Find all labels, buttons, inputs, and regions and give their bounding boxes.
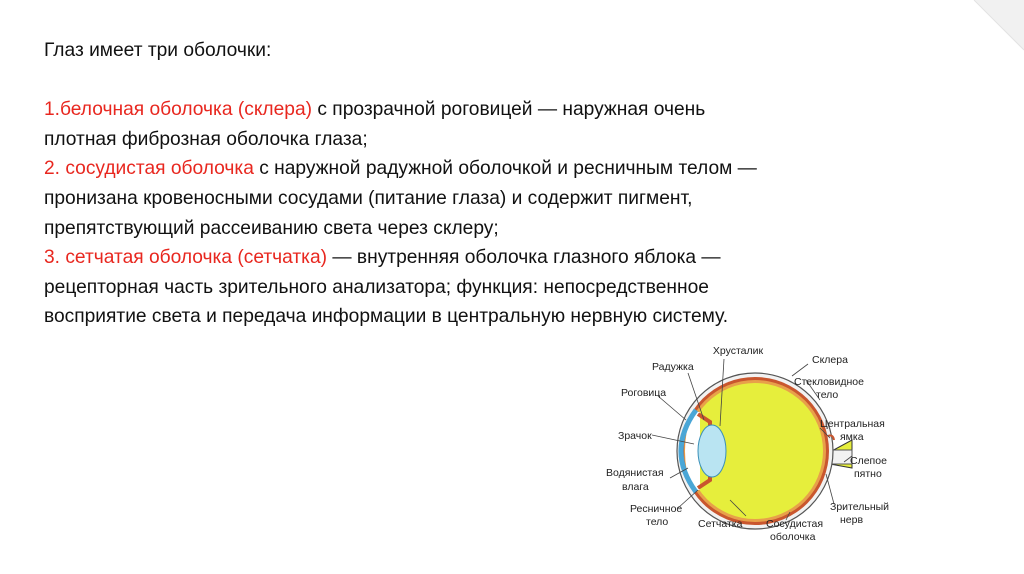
item-retina-line3: восприятие света и передача информации в центральную нервную систему. (44, 306, 729, 328)
item-choroid-line3: препятствующий рассеиванию света через склеру; (44, 217, 499, 239)
label-retina: Сетчатка (698, 518, 743, 530)
label-vitreous-1: Стекловидное (794, 376, 864, 388)
label-choroid-2: оболочка (770, 531, 816, 543)
label-aqueous-1: Водянистая (606, 467, 664, 479)
label-lens: Хрусталик (712, 345, 764, 357)
label-optic-nerve-1: Зрительный (830, 501, 890, 513)
item-choroid (44, 154, 974, 184)
term-sclera: 1.белочная оболочка (склера) (44, 99, 313, 121)
label-optic-nerve-2: нерв (840, 514, 864, 526)
label-fovea-1: Центральная (820, 418, 885, 430)
item-sclera-text: с прозрачной роговицей — наружная очень (312, 99, 706, 121)
label-pupil: Зрачок (618, 430, 652, 442)
label-ciliary-2: тело (646, 516, 669, 528)
item-choroid-line2: пронизана кровеносными сосудами (питание глаза) и содержит пигмент, (44, 187, 693, 209)
lens (698, 425, 726, 477)
term-choroid: 2. сосудистая оболочка (44, 158, 254, 180)
slide-heading: Глаз имеет три оболочки: (44, 40, 272, 61)
label-blind-spot-1: Слепое (850, 455, 887, 467)
item-retina-text: — внутренняя оболочка глазного яблока — (327, 247, 721, 269)
label-choroid-1: Сосудистая (766, 518, 824, 530)
item-sclera-line2: плотная фиброзная оболочка глаза; (44, 128, 368, 150)
label-blind-spot-2: пятно (854, 468, 882, 480)
item-sclera (44, 95, 974, 125)
label-aqueous-2: влага (622, 481, 649, 493)
label-cornea: Роговица (621, 387, 667, 399)
item-retina-line2: рецепторная часть зрительного анализатора; функция: непосредственное (44, 276, 709, 298)
eye-diagram (560, 340, 920, 570)
label-sclera: Склера (812, 354, 848, 366)
item-choroid-text: с наружной радужной оболочкой и ресничным телом — (253, 158, 757, 180)
label-ciliary-1: Ресничное (630, 503, 683, 515)
term-retina: 3. сетчатая оболочка (сетчатка) (44, 247, 328, 269)
slide-text (44, 36, 974, 332)
label-iris: Радужка (652, 361, 694, 373)
item-retina (44, 243, 974, 273)
label-vitreous-2: тело (816, 389, 839, 401)
label-fovea-2: ямка (840, 431, 864, 443)
